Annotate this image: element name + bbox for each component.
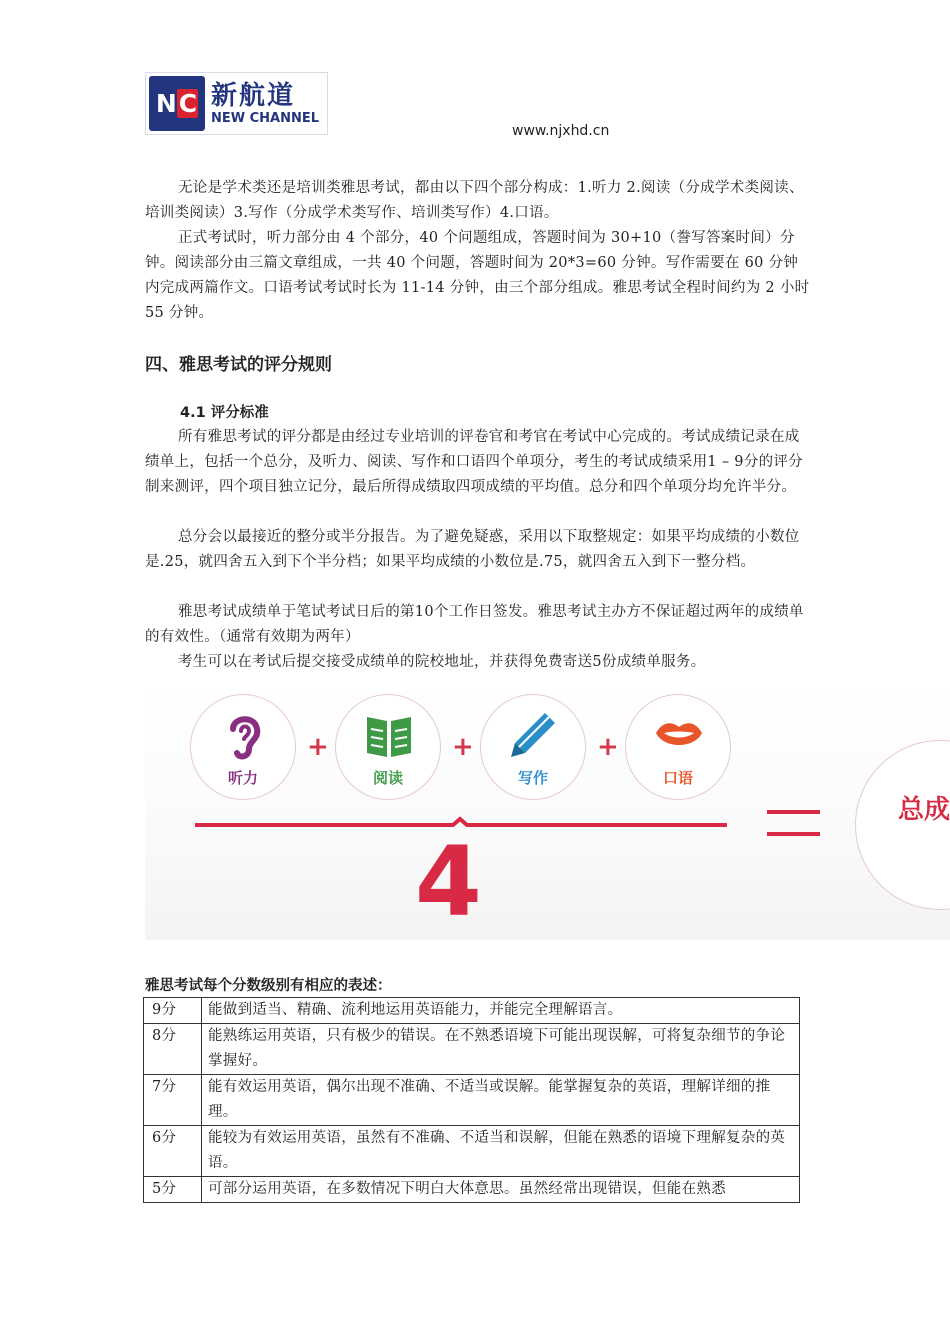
scoring-paragraph-1: 所有雅思考试的评分都是由经过专业培训的评卷官和考官在考试中心完成的。考试成绩记录在成绩单上，包括一个总分，及听力、阅读、写作和口语四个单项分，考生的考试成绩采用1 – 9分的评分制来测评，四个项目独立记分，最后所得成绩取四项成绩的平均值。总分和四个单项分均允许半分。 — [145, 429, 804, 495]
band-score: 9分 — [144, 998, 202, 1024]
band-score: 6分 — [144, 1126, 202, 1177]
overall-score-label: 总成 — [898, 795, 950, 825]
scoring-paragraph-4: 考生可以在考试后提交接受成绩单的院校地址，并获得免费寄送5份成绩单服务。 — [178, 654, 706, 670]
subsection-heading: 4.1 评分标准 — [180, 405, 269, 421]
band-table-caption: 雅思考试每个分数级别有相应的表述： — [145, 978, 392, 994]
new-channel-logo — [145, 72, 328, 135]
equals-sign-bottom — [767, 832, 820, 836]
plus-sign: + — [597, 732, 619, 762]
band-score: 5分 — [144, 1177, 202, 1203]
plus-sign: + — [307, 732, 329, 762]
band-descriptor-table — [143, 997, 800, 1203]
diagram-lines — [145, 682, 950, 940]
table-row — [144, 998, 800, 1024]
score-formula-diagram — [145, 682, 950, 940]
intro-paragraph-1: 无论是学术类还是培训类雅思考试，都由以下四个部分构成：1.听力 2.阅读（分成学术类阅读、培训类阅读）3.写作（分成学术类写作、培训类写作）4.口语。 — [145, 180, 804, 221]
table-row — [144, 1177, 800, 1203]
writing-label: 写作 — [517, 769, 548, 787]
table-row — [144, 1126, 800, 1177]
band-description: 能做到适当、精确、流利地运用英语能力，并能完全理解语言。 — [202, 998, 800, 1024]
listening-label: 听力 — [227, 769, 258, 787]
site-url[interactable]: www.njxhd.cn — [512, 123, 610, 139]
logo-english-name: NEW CHANNEL — [211, 110, 320, 126]
intro-paragraph-2: 正式考试时，听力部分由 4 个部分，40 个问题组成，答题时间为 30+10（誊写答案时间）分钟。阅读部分由三篇文章组成，一共 40 个问题，答题时间为 20*3=60 分钟。写作需要在 60 分钟内完成两篇作文。口语考试考试时长为 11-14 分钟，由三个部分组成。雅思考试全程时间约为 2 小时 55 分钟。 — [145, 230, 810, 321]
band-description: 能有效运用英语，偶尔出现不准确、不适当或误解。能掌握复杂的英语，理解详细的推理。 — [202, 1075, 800, 1126]
reading-label: 阅读 — [372, 769, 403, 787]
logo-mark: N C — [149, 76, 205, 131]
equals-sign-top — [767, 810, 820, 814]
plus-sign: + — [452, 732, 474, 762]
logo-text — [211, 81, 319, 127]
logo-chinese-name: 新航道 — [211, 80, 296, 111]
section-heading: 四、雅思考试的评分规则 — [145, 355, 332, 375]
band-score: 7分 — [144, 1075, 202, 1126]
band-description: 能熟练运用英语，只有极少的错误。在不熟悉语境下可能出现误解，可将复杂细节的争论掌握好。 — [202, 1024, 800, 1075]
scoring-paragraph-3: 雅思考试成绩单于笔试考试日后的第10个工作日签发。雅思考试主办方不保证超过两年的成绩单的有效性。（通常有效期为两年） — [145, 604, 804, 645]
band-description: 能较为有效运用英语，虽然有不准确、不适当和误解，但能在熟悉的语境下理解复杂的英语。 — [202, 1126, 800, 1177]
band-score: 8分 — [144, 1024, 202, 1075]
speaking-label: 口语 — [662, 769, 693, 787]
table-row — [144, 1024, 800, 1075]
table-row — [144, 1075, 800, 1126]
band-description: 可部分运用英语，在多数情况下明白大体意思。虽然经常出现错误，但能在熟悉 — [202, 1177, 800, 1203]
scoring-paragraph-2: 总分会以最接近的整分或半分报告。为了避免疑惑，采用以下取整规定：如果平均成绩的小数位是.25，就四舍五入到下个半分档；如果平均成绩的小数位是.75，就四舍五入到下一整分档。 — [145, 529, 800, 570]
divisor-number: 4 — [415, 826, 482, 938]
